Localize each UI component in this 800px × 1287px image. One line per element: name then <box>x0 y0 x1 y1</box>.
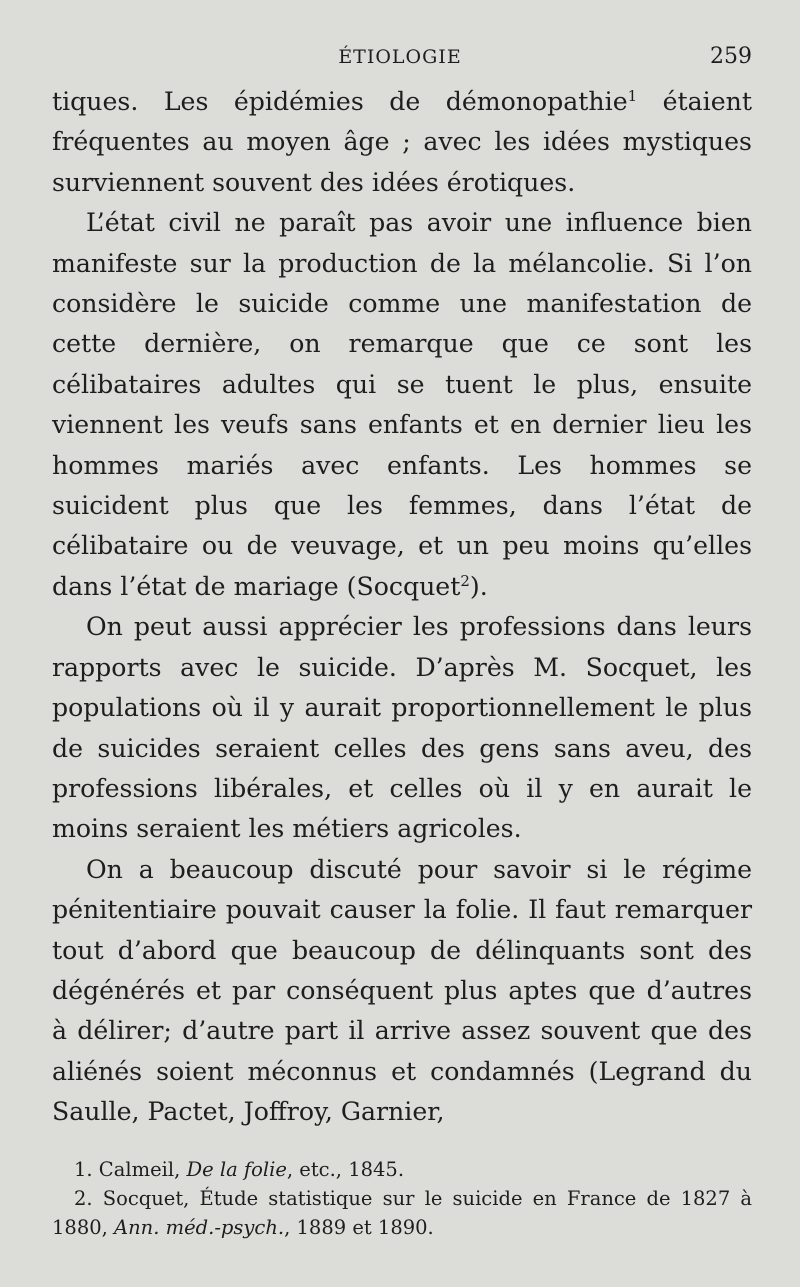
footnote-2-text-a: 2. Socquet, Étude statistique sur le suicide en France de 1827 à 1880, <box>52 1187 752 1239</box>
paragraph-3: On peut aussi apprécier les professions dans leurs rapports avec le suicide. D’après M. Socquet, les populations où il y aurait proportionnellement le plus de suicides seraient celles des gens sans aveu, des professions libérales, et celles où il y en aurait le moins seraient les métiers agricoles. <box>52 612 752 844</box>
paragraph-1-text-a: tiques. Les épidémies de démonopathie <box>52 87 628 116</box>
running-header <box>0 44 800 80</box>
running-title: ÉTIOLOGIE <box>338 46 462 68</box>
paragraph-1-text-b: étaient fréquentes au moyen âge ; avec les idées mystiques surviennent souvent des idées érotiques. <box>52 87 752 197</box>
footnote-2-text-b: , 1889 et 1890. <box>284 1216 434 1239</box>
footnote-1 <box>52 1155 752 1184</box>
footnote-1-text-a: 1. Calmeil, <box>74 1158 187 1181</box>
paragraph-2-text-a: L’état civil ne paraît pas avoir une influence bien manifeste sur la production de la mélancolie. Si l’on considère le suicide comme une manifestation de cette dernière, on remarque que ce sont les célibataires adultes qui se tuent le plus, ensuite viennent les veufs sans enfants et en dernier lieu les hommes mariés avec enfants. Les hommes se suicident plus que les femmes, dans l’état de célibataire ou de veuvage, et un peu moins qu’elles dans l’état de mariage (Socquet <box>52 208 752 601</box>
footnote-2 <box>52 1184 752 1242</box>
footnote-1-text-b: , etc., 1845. <box>286 1158 405 1181</box>
paragraph-1 <box>52 82 752 203</box>
page-number: 259 <box>710 44 752 69</box>
paragraph-2 <box>52 203 752 607</box>
footnote-ref-2: 2 <box>460 571 470 590</box>
footnote-1-title: De la folie <box>186 1158 287 1181</box>
footnote-2-journal: Ann. méd.-psych. <box>114 1216 285 1239</box>
footnote-ref-1: 1 <box>627 87 638 105</box>
footnotes <box>52 1155 752 1242</box>
body-text <box>52 82 752 1133</box>
paragraph-2-text-b: ). <box>469 571 488 601</box>
paragraph-4: On a beaucoup discuté pour savoir si le régime pénitentiaire pouvait causer la folie. Il faut remarquer tout d’abord que beaucoup de délinquants sont des dégénérés et par conséquent plus aptes que d’autres à délirer; d’autre part il arrive assez souvent que des aliénés soient méconnus et condamnés (Legrand du Saulle, Pactet, Joffroy, Garnier, <box>52 854 752 1127</box>
